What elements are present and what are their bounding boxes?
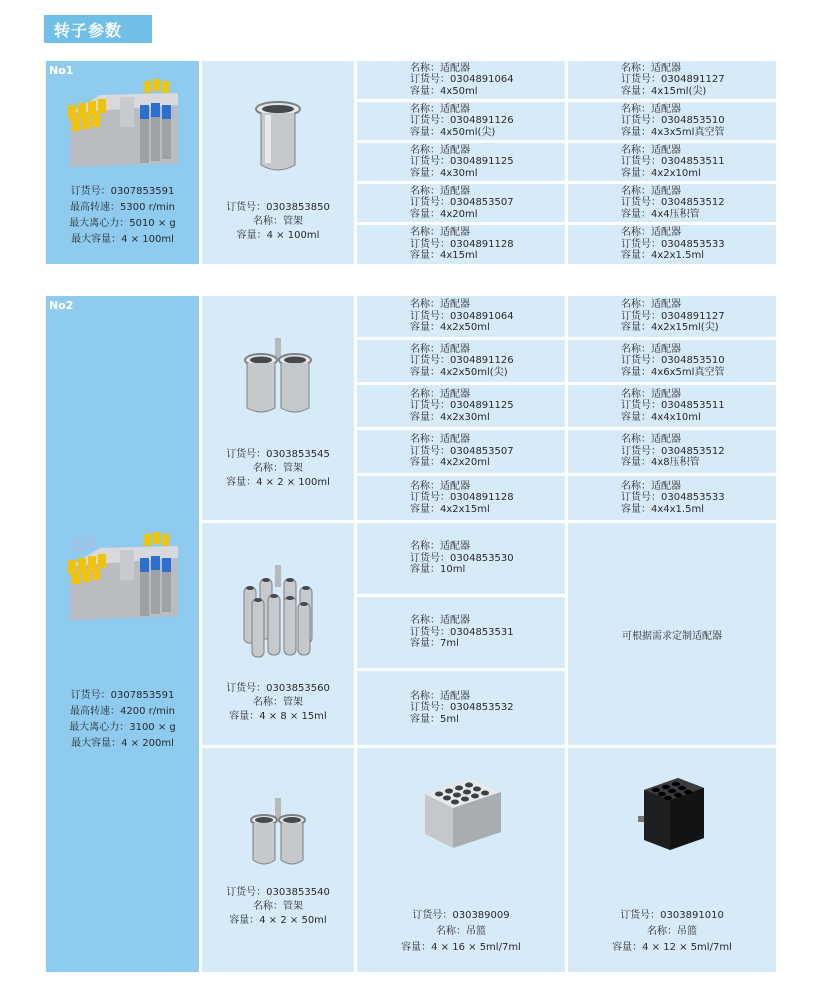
no2-rotor-cell <box>46 296 199 972</box>
basket-image <box>419 770 505 850</box>
spec-line: 名称：管架 <box>253 901 303 912</box>
spec-line: 订货号：0307853591 <box>70 690 175 701</box>
adapter-capacity: 容量：7ml <box>410 638 459 650</box>
adapter-name: 名称：适配器 <box>410 388 470 400</box>
no2-rotor-specs <box>46 688 199 752</box>
adapter-name: 名称：适配器 <box>621 62 681 74</box>
adapter-capacity: 容量：4x2x1.5ml <box>621 250 704 262</box>
adapter-cell <box>568 296 776 337</box>
spec-line: 最大离心力：3100 × g <box>69 722 176 733</box>
adapter-capacity: 容量：4x4x1.5ml <box>621 503 704 515</box>
adapter-order-no: 订货号：0304891127 <box>621 310 725 322</box>
adapter-capacity: 容量：4x20ml <box>410 208 478 220</box>
tube-holder-image <box>248 796 308 870</box>
tube-holder-image <box>242 336 314 418</box>
adapter-cell <box>357 671 565 745</box>
no2-holder3-cell <box>202 748 354 972</box>
adapter-cell <box>568 184 776 222</box>
no2-label: No2 <box>49 299 74 312</box>
adapter-cell <box>568 225 776 264</box>
adapter-capacity: 容量：4x2x50ml <box>410 322 490 334</box>
spec-line: 最大离心力：5010 × g <box>69 218 176 229</box>
adapter-capacity: 容量：4x2x20ml <box>410 457 490 469</box>
no2-holder2-cell <box>202 523 354 745</box>
adapter-name: 名称：适配器 <box>410 103 470 115</box>
adapter-cell <box>357 102 565 140</box>
section-title: 转子参数 <box>44 15 152 43</box>
no1-rotor-cell <box>46 61 199 264</box>
adapter-order-no: 订货号：0304891128 <box>410 492 514 504</box>
spec-line: 名称：吊篮 <box>647 926 697 937</box>
rotor-image <box>60 528 188 624</box>
adapter-capacity: 容量：4x8压积管 <box>621 457 700 469</box>
adapter-order-no: 订货号：0304891064 <box>410 310 514 322</box>
adapter-order-no: 订货号：0304891128 <box>410 238 514 250</box>
spec-line: 订货号：0303891010 <box>620 910 724 921</box>
adapter-cell <box>568 385 776 427</box>
adapter-order-no: 订货号：0304891126 <box>410 115 514 127</box>
spec-line: 名称：管架 <box>253 216 303 227</box>
no1-rotor-specs <box>46 184 199 248</box>
rotor-image <box>60 75 188 171</box>
adapter-order-no: 订货号：0304853512 <box>621 445 725 457</box>
adapter-capacity: 容量：4x50ml(尖) <box>410 126 496 138</box>
adapter-name: 名称：适配器 <box>621 299 681 311</box>
adapter-name: 名称：适配器 <box>410 62 470 74</box>
spec-line: 容量：4 × 100ml <box>236 230 320 241</box>
no2-basket1-cell <box>357 748 565 972</box>
basket-image <box>638 772 708 854</box>
adapter-capacity: 容量：4x4压积管 <box>621 208 700 220</box>
adapter-name: 名称：适配器 <box>410 434 470 446</box>
adapter-cell <box>568 430 776 473</box>
no2-holder1-specs <box>202 448 354 490</box>
tube-holder-image <box>240 565 316 661</box>
adapter-cell <box>568 102 776 140</box>
adapter-capacity: 容量：4x30ml <box>410 167 478 179</box>
adapter-name: 名称：适配器 <box>410 541 470 553</box>
adapter-name: 名称：适配器 <box>621 388 681 400</box>
adapter-cell <box>357 430 565 473</box>
spec-line: 订货号：0303853560 <box>226 683 330 694</box>
adapter-order-no: 订货号：0304853533 <box>621 238 725 250</box>
adapter-name: 名称：适配器 <box>410 185 470 197</box>
adapter-cell <box>357 523 565 594</box>
spec-line: 名称：管架 <box>253 463 303 474</box>
adapter-cell <box>357 143 565 181</box>
adapter-cell <box>357 340 565 382</box>
adapter-order-no: 订货号：0304853510 <box>621 355 725 367</box>
adapter-capacity: 容量：4x2x10ml <box>621 167 701 179</box>
spec-line: 容量：4 × 16 × 5ml/7ml <box>401 942 521 953</box>
adapter-name: 名称：适配器 <box>410 144 470 156</box>
no2-holder3-specs <box>202 886 354 928</box>
adapter-name: 名称：适配器 <box>621 103 681 115</box>
adapter-cell <box>357 61 565 99</box>
adapter-cell <box>357 476 565 520</box>
adapter-cell <box>568 61 776 99</box>
spec-line: 名称：管架 <box>253 697 303 708</box>
adapter-order-no: 订货号：0304853507 <box>410 197 514 209</box>
adapter-order-no: 订货号：0304853530 <box>410 552 514 564</box>
adapter-capacity: 容量：4x2x15ml <box>410 503 490 515</box>
adapter-name: 名称：适配器 <box>410 299 470 311</box>
no2-basket2-cell <box>568 748 776 972</box>
adapter-order-no: 订货号：0304853510 <box>621 115 725 127</box>
adapter-capacity: 容量：4x15ml <box>410 250 478 262</box>
adapter-cell <box>357 225 565 264</box>
no2-holder1-cell <box>202 296 354 520</box>
adapter-capacity: 容量：4x6x5ml真空管 <box>621 366 725 378</box>
adapter-order-no: 订货号：0304891127 <box>621 74 725 86</box>
adapter-name: 名称：适配器 <box>410 690 470 702</box>
adapter-name: 名称：适配器 <box>410 480 470 492</box>
adapter-order-no: 订货号：0304891064 <box>410 74 514 86</box>
adapter-capacity: 容量：4x2x30ml <box>410 411 490 423</box>
adapter-capacity: 容量：4x4x10ml <box>621 411 701 423</box>
spec-line: 容量：4 × 8 × 15ml <box>229 711 327 722</box>
spec-line: 订货号：0303853540 <box>226 887 330 898</box>
spec-line: 最高转速：5300 r/min <box>70 202 175 213</box>
adapter-name: 名称：适配器 <box>410 227 470 239</box>
adapter-capacity: 容量：4x2x15ml(尖) <box>621 322 719 334</box>
tube-holder-image <box>253 99 303 175</box>
adapter-capacity: 容量：4x3x5ml真空管 <box>621 126 725 138</box>
adapter-cell <box>357 597 565 668</box>
adapter-name: 名称：适配器 <box>410 615 470 627</box>
adapter-name: 名称：适配器 <box>621 227 681 239</box>
no1-label: No1 <box>49 64 74 77</box>
no2-holder2-specs <box>202 682 354 724</box>
adapter-order-no: 订货号：0304853532 <box>410 702 514 714</box>
adapter-capacity: 容量：5ml <box>410 713 459 725</box>
adapter-order-no: 订货号：0304891125 <box>410 156 514 168</box>
adapter-capacity: 容量：4x15ml(尖) <box>621 85 707 97</box>
adapter-order-no: 订货号：0304853511 <box>621 400 725 412</box>
adapter-cell <box>357 296 565 337</box>
spec-line: 容量：4 × 2 × 100ml <box>226 477 330 488</box>
adapter-cell <box>568 476 776 520</box>
spec-line: 最大容量：4 × 100ml <box>71 234 174 245</box>
adapter-order-no: 订货号：0304853511 <box>621 156 725 168</box>
adapter-name: 名称：适配器 <box>410 343 470 355</box>
adapter-cell <box>357 184 565 222</box>
adapter-order-no: 订货号：0304853533 <box>621 492 725 504</box>
spec-line: 最大容量：4 × 200ml <box>71 738 174 749</box>
adapter-name: 名称：适配器 <box>621 144 681 156</box>
no1-holder-specs <box>202 201 354 243</box>
adapter-capacity: 容量：4x50ml <box>410 85 478 97</box>
adapter-capacity: 容量：10ml <box>410 564 466 576</box>
adapter-name: 名称：适配器 <box>621 480 681 492</box>
adapter-order-no: 订货号：0304853531 <box>410 626 514 638</box>
adapter-name: 名称：适配器 <box>621 343 681 355</box>
no2-basket2-specs <box>568 908 776 956</box>
spec-line: 订货号：0307853591 <box>70 186 175 197</box>
spec-line: 订货号：0303853850 <box>226 202 330 213</box>
adapter-order-no: 订货号：0304891125 <box>410 400 514 412</box>
spec-line: 容量：4 × 2 × 50ml <box>229 915 327 926</box>
spec-line: 容量：4 × 12 × 5ml/7ml <box>612 942 732 953</box>
spec-line: 订货号：0303853545 <box>226 449 330 460</box>
adapter-order-no: 订货号：0304853507 <box>410 445 514 457</box>
adapter-order-no: 订货号：0304891126 <box>410 355 514 367</box>
spec-line: 订货号：030389009 <box>412 910 510 921</box>
adapter-cell <box>357 385 565 427</box>
adapter-order-no: 订货号：0304853512 <box>621 197 725 209</box>
adapter-capacity: 容量：4x2x50ml(尖) <box>410 366 508 378</box>
spec-line: 名称：吊篮 <box>436 926 486 937</box>
adapter-name: 名称：适配器 <box>621 434 681 446</box>
no1-holder-cell <box>202 61 354 264</box>
adapter-name: 名称：适配器 <box>621 185 681 197</box>
spec-line: 最高转速：4200 r/min <box>70 706 175 717</box>
no2-basket1-specs <box>357 908 565 956</box>
custom-adapter-note: 可根据需求定制适配器 <box>568 523 776 745</box>
adapter-cell <box>568 143 776 181</box>
adapter-cell <box>568 340 776 382</box>
